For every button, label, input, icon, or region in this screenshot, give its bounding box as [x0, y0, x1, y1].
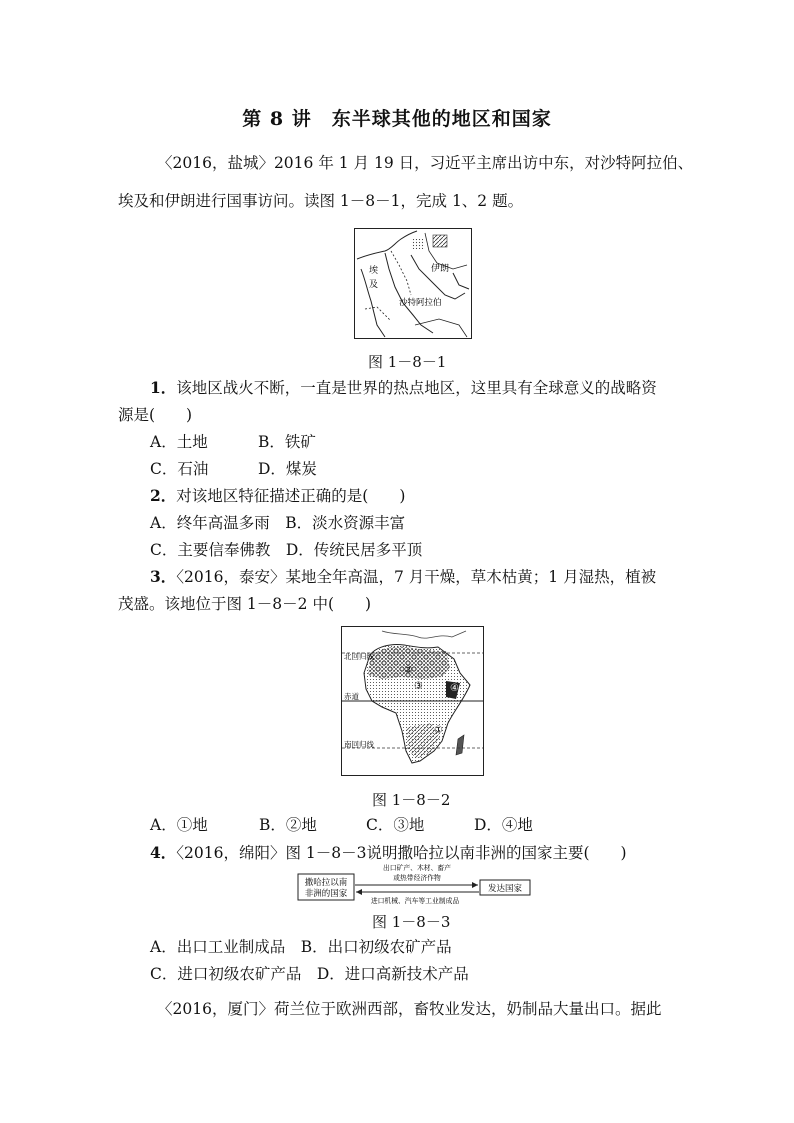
- q2-options-ab[interactable]: A．终年高温多雨 B．淡水资源丰富: [150, 514, 406, 532]
- intro-line-1: 〈2016，盐城〉2016 年 1 月 19 日，习近平主席出访中东，对沙特阿拉伯、: [157, 154, 694, 172]
- q1-number: 1．: [150, 378, 177, 397]
- q2-number: 2．: [150, 486, 177, 505]
- map2-label-tropic-cancer: 北回归线: [344, 652, 374, 661]
- intro-5-line-1: 〈2016，厦门〉荷兰位于欧洲西部，畜牧业发达，奶制品大量出口。据此: [157, 1000, 662, 1018]
- figure-2-caption: 图 1－8－2: [372, 791, 451, 809]
- map1-label-ji: 及: [369, 280, 379, 290]
- q3-option-a[interactable]: A．①地: [150, 816, 208, 834]
- q2-stem-text: 对该地区特征描述正确的是( ): [176, 487, 406, 505]
- q3-stem-line-2: 茂盛。该地位于图 1－8－2 中( ): [118, 595, 372, 613]
- map2-marker-1: ①: [434, 725, 443, 736]
- africa-map: [341, 626, 484, 776]
- africa-map-drawing: [342, 627, 483, 775]
- diagram-left-box-line-1: 撒哈拉以南: [304, 878, 348, 888]
- map1-label-ai: 埃: [369, 266, 379, 276]
- q4-options-ab[interactable]: A．出口工业制成品 B．出口初级农矿产品: [150, 938, 452, 956]
- q4-stem-text: 〈2016，绵阳〉图 1－8－3说明撒哈拉以南非洲的国家主要( ): [176, 844, 627, 862]
- q1-option-c[interactable]: C．石油: [150, 460, 209, 478]
- q1-stem-text: 该地区战火不断，一直是世界的热点地区，这里具有全球意义的战略资: [176, 379, 657, 397]
- q3-number: 3．: [150, 567, 177, 586]
- map1-label-iran: 伊朗: [431, 264, 450, 274]
- diagram-bottom-text: 进口机械、汽车等工业制成品: [370, 897, 460, 905]
- q4-options-cd[interactable]: C．进口初级农矿产品 D．进口高新技术产品: [150, 965, 469, 983]
- figure-1-caption: 图 1－8－1: [368, 353, 447, 371]
- q1-option-d[interactable]: D．煤炭: [258, 460, 317, 478]
- middle-east-map: [354, 228, 472, 339]
- trade-diagram: [297, 861, 532, 905]
- q3-stem-text: 〈2016，泰安〉某地全年高温，7 月干燥，草木枯黄；1 月湿热，植被: [176, 568, 657, 586]
- map2-marker-3: ③: [414, 681, 423, 692]
- page-title: 第 8 讲 东半球其他的地区和国家: [242, 108, 552, 130]
- q1-option-a[interactable]: A．土地: [150, 433, 208, 451]
- map2-marker-2: ②: [404, 665, 413, 676]
- q1-stem-line-1: [150, 378, 657, 398]
- map1-label-saudi: 沙特阿拉伯: [399, 298, 442, 308]
- q4-stem: [150, 843, 627, 863]
- q1-option-b[interactable]: B．铁矿: [258, 433, 316, 451]
- q3-stem-line-1: [150, 567, 656, 587]
- map2-marker-4: ④: [450, 683, 459, 694]
- diagram-top-line-1: 出口矿产、木材、畜产: [383, 864, 451, 872]
- q1-stem-line-2: 源是( ): [118, 406, 193, 424]
- map2-label-tropic-capricorn: 南回归线: [344, 740, 374, 749]
- diagram-left-box-line-2: 非洲的国家: [304, 889, 348, 899]
- q3-option-b[interactable]: B．②地: [259, 816, 317, 834]
- trade-diagram-drawing: [297, 861, 532, 905]
- q4-number: 4．: [150, 843, 177, 862]
- map2-label-equator: 赤道: [344, 692, 359, 701]
- diagram-top-line-2: 或热带经济作物: [393, 874, 441, 882]
- q2-options-cd[interactable]: C．主要信奉佛教 D．传统民居多平顶: [150, 541, 423, 559]
- q3-option-d[interactable]: D．④地: [474, 816, 533, 834]
- figure-3-caption: 图 1－8－3: [372, 913, 451, 931]
- q2-stem: [150, 486, 405, 506]
- diagram-right-box: 发达国家: [487, 884, 523, 894]
- intro-line-2: 埃及和伊朗进行国事访问。读图 1－8－1，完成 1、2 题。: [118, 192, 524, 210]
- middle-east-map-drawing: [355, 229, 471, 338]
- q3-option-c[interactable]: C．③地: [366, 816, 425, 834]
